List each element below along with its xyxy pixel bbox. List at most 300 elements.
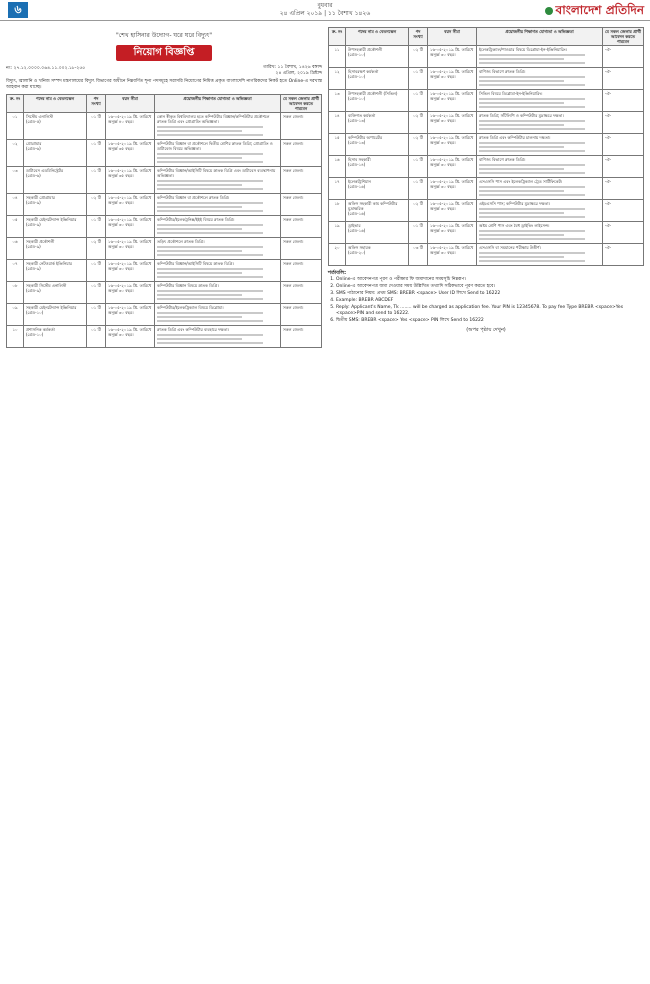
condition-item: 3. SMS পাঠানোর নিয়ম: প্রথম SMS: BREBR <space> User ID লিখে Send to 16222 [336, 291, 644, 297]
cell-post-count [409, 156, 428, 178]
cell-districts-text: সকল জেলা। [283, 261, 304, 266]
cell-post-count-text: ০১ টি [91, 261, 101, 266]
text-line [157, 312, 263, 314]
text-line [157, 161, 263, 163]
text-line [479, 146, 564, 148]
cell-serial [7, 140, 24, 167]
cell-qualification [477, 178, 603, 200]
cell-qualification-text: কোন স্বীকৃত বিশ্ববিদ্যালয় হতে কম্পিউটার বিজ্ঞান/কম্পিউটার প্রকৌশলে স্নাতক ডিগ্রি এবং প্রোগ্রামিং অভিজ্ঞতা। [157, 114, 270, 124]
cell-age-limit-text: ১৬-০৫-২০১৯ খ্রি. তারিখে অনূর্ধ্ব ৩০ বছর। [108, 327, 152, 337]
header-age: বয়স সীমা [106, 95, 155, 113]
cell-age-limit [106, 167, 155, 194]
cell-districts-text: সকল জেলা। [283, 239, 304, 244]
text-line [479, 186, 585, 188]
cell-districts-text: সকল জেলা। [283, 305, 304, 310]
text-line [479, 238, 585, 240]
cell-districts [281, 140, 322, 167]
cell-post-count [409, 222, 428, 244]
text-line [479, 212, 564, 214]
cell-qualification-text: স্নাতক ডিগ্রি এবং কম্পিউটার ব্যবহারে দক্ষতা। [157, 327, 229, 332]
cell-serial-text: ১৮ [334, 201, 340, 206]
cell-age-limit [106, 282, 155, 304]
text-line [157, 316, 242, 318]
text-line [157, 268, 263, 270]
table-row [7, 113, 322, 140]
cell-post-name [346, 134, 409, 156]
cell-post-name-text: সহকারী সিস্টেম এনালিস্ট [26, 283, 67, 288]
date-line: ২৪ এপ্রিল ২০১৯ | ১১ বৈশাখ ১৪২৬ [279, 10, 371, 17]
cell-grade: (গ্রেড-১০) [26, 332, 44, 337]
text-line [157, 276, 263, 278]
date-bengali: তারিখ: ১১ বৈশাখ, ১৪২৬ বঙ্গাব্দ [263, 65, 322, 70]
cell-post-count [409, 46, 428, 68]
text-line [157, 224, 263, 226]
cell-qualification-text: এইচএসসি পাস; কম্পিউটার মুদ্রাক্ষরে দক্ষতা। [479, 201, 550, 206]
cell-qualification [477, 112, 603, 134]
cell-qualification-text: কম্পিউটার বিজ্ঞান বিষয়ে স্নাতক ডিগ্রি। [157, 283, 219, 288]
cell-serial [7, 304, 24, 326]
condition-item: 4. Example: BREBR ABCDEF [336, 298, 644, 304]
cell-qualification-text: তড়িৎ প্রকৌশলে স্নাতক ডিগ্রি। [157, 239, 205, 244]
text-line [157, 184, 242, 186]
cell-age-limit-text: ১৬-০৫-২০১৯ খ্রি. তারিখে অনূর্ধ্ব ৩০ বছর। [430, 135, 474, 145]
cell-serial [7, 326, 24, 348]
cell-post-name [346, 178, 409, 200]
cell-grade: (গ্রেড-১০) [26, 310, 44, 315]
cell-age-limit-text: ১৬-০৫-২০১৯ খ্রি. তারিখে অনূর্ধ্ব ৪০ বছর। [108, 114, 152, 124]
text-line [157, 153, 263, 155]
cell-serial-text: ০৩ [12, 168, 18, 173]
cell-post-name [24, 113, 87, 140]
text-line [479, 216, 585, 218]
cell-serial-text: ১৫ [334, 135, 340, 140]
day: বুধবার [317, 2, 333, 9]
cell-post-name-text: উপসহকারী প্রকৌশলী [348, 47, 383, 52]
cell-districts [281, 304, 322, 326]
cell-age-limit-text: ১৬-০৫-২০১৯ খ্রি. তারিখে অনূর্ধ্ব ৩০ বছর। [430, 157, 474, 167]
text-line [157, 294, 242, 296]
conditions-section [328, 270, 644, 333]
cell-post-count [87, 113, 106, 140]
cell-qualification-text: কম্পিউটার বিজ্ঞান বা প্রকৌশলে স্নাতক ডিগ্রি। [157, 195, 230, 200]
cell-post-name [346, 90, 409, 112]
text-line [479, 102, 564, 104]
text-line [157, 206, 242, 208]
cell-post-count [87, 282, 106, 304]
cell-post-count [87, 140, 106, 167]
cell-post-count-text: ০১ টি [91, 327, 101, 332]
text-line [479, 98, 585, 100]
cell-qualification [155, 113, 281, 140]
cell-districts [603, 134, 644, 156]
masthead-text: বাংলাদেশ প্রতিদিন [555, 3, 644, 17]
header-name: পদের নাম ও বেতনস্কেল [24, 95, 87, 113]
cell-serial-text: ১১ [334, 47, 340, 52]
cell-post-count-text: ০১ টি [413, 179, 423, 184]
page-header [0, 0, 650, 21]
cell-post-name-text: হিসাবরক্ষণ কর্মকর্তা [348, 69, 379, 74]
cell-serial-text: ০৬ [12, 239, 18, 244]
cell-post-count-text: ০১ টি [413, 223, 423, 228]
text-line [479, 120, 585, 122]
cell-post-name-text: অফিস সহকারী কাম কম্পিউটার মুদ্রাক্ষরিক [348, 201, 398, 211]
cell-age-limit [428, 112, 477, 134]
text-line [479, 256, 564, 258]
cell-post-name-text: হিসাব সহকারী [348, 157, 371, 162]
cell-post-name [24, 260, 87, 282]
cell-age-limit-text: ১৬-০৫-২০১৯ খ্রি. তারিখে অনূর্ধ্ব ৩০ বছর। [108, 305, 152, 315]
cell-qualification [155, 326, 281, 348]
cell-age-limit [106, 238, 155, 260]
cell-districts-text: সকল জেলা। [283, 168, 304, 173]
cell-districts [603, 90, 644, 112]
header-dist: যে সকল জেলার প্রার্থী আবেদন করতে পারবেন [603, 28, 644, 46]
cell-serial [7, 194, 24, 216]
cell-districts [281, 113, 322, 140]
text-line [479, 168, 564, 170]
cell-serial [329, 156, 346, 178]
intro-paragraph: বিদ্যুৎ, জ্বালানি ও খনিজ সম্পদ মন্ত্রণালয়ের বিদ্যুৎ বিভাগের অধীনে নিম্নবর্ণিত শূন্য পদসমূহে সরাসরি নিয়োগের নিমিত্ত প্রকৃত বাংলাদেশি নাগরিকদের নিকট হতে Online-এ দরখাস্ত আহবান করা যাচ্ছে। [6, 79, 322, 90]
cell-age-limit-text: ১৬-০৫-২০১৯ খ্রি. তারিখে অনূর্ধ্ব ৩০ বছর। [108, 283, 152, 293]
cell-post-count-text: ০১ টি [91, 141, 101, 146]
text-line [157, 338, 242, 340]
condition-item: 1. Online-এ আবেদনপত্র পূরণ ও পরীক্ষার ফি জমাদানের সময়সূচি নিম্নরূপ। [336, 277, 644, 283]
cell-post-name-text: ব্যক্তিগত কর্মকর্তা [348, 113, 376, 118]
conditions-heading: শর্তাবলি: [328, 270, 347, 276]
cell-districts-text: সকল জেলা। [283, 141, 304, 146]
cell-grade: (গ্রেড-৬) [26, 173, 41, 178]
cell-districts-text: -ঐ- [605, 113, 612, 118]
cell-post-name-text: প্রোগ্রামার [26, 141, 42, 146]
cell-post-name [24, 326, 87, 348]
cell-age-limit-text: ১৬-০৫-২০১৯ খ্রি. তারিখে অনূর্ধ্ব ৩০ বছর। [430, 179, 474, 189]
cell-age-limit [428, 68, 477, 90]
table-row [7, 167, 322, 194]
cell-districts [603, 112, 644, 134]
cell-qualification-text: সিভিল বিষয়ে ডিপ্লোমা-ইন-ইঞ্জিনিয়ারিং। [479, 91, 543, 96]
date-english: ২৪ এপ্রিল, ২০১৯ খ্রিষ্টাব্দ [275, 71, 322, 76]
text-line [157, 188, 263, 190]
text-line [157, 130, 242, 132]
cell-age-limit-text: ১৬-০৫-২০১৯ খ্রি. তারিখে অনূর্ধ্ব ৩৫ বছর। [108, 168, 152, 178]
cell-qualification-text: অষ্টম শ্রেণি পাস এবং বৈধ ড্রাইভিং লাইসেন্স। [479, 223, 550, 228]
cell-age-limit-text: ১৬-০৫-২০১৯ খ্রি. তারিখে অনূর্ধ্ব ৩০ বছর। [430, 201, 474, 211]
cell-age-limit [106, 140, 155, 167]
cell-districts-text: সকল জেলা। [283, 114, 304, 119]
text-line [157, 232, 263, 234]
text-line [157, 157, 242, 159]
cell-qualification [477, 90, 603, 112]
cell-serial [7, 260, 24, 282]
cell-serial [329, 68, 346, 90]
cell-post-count-text: ০৩ টি [413, 245, 423, 250]
cell-serial [7, 282, 24, 304]
cell-post-count-text: ০২ টি [413, 135, 423, 140]
cell-age-limit [428, 156, 477, 178]
cell-age-limit [106, 326, 155, 348]
text-line [157, 134, 263, 136]
page-number: ৬ [8, 2, 28, 18]
text-line [157, 202, 263, 204]
cell-post-name-text: সহকারী প্রকৌশলী [26, 239, 55, 244]
cell-grade: (গ্রেড-১৩) [348, 118, 366, 123]
text-line [479, 62, 585, 64]
cell-districts [281, 238, 322, 260]
text-line [157, 272, 242, 274]
cell-qualification-text: কম্পিউটার বিজ্ঞান/আইসিটি বিষয়ে স্নাতক ডিগ্রি। [157, 261, 234, 266]
header-qual: প্রয়োজনীয় শিক্ষাগত যোগ্যতা ও অভিজ্ঞতা [155, 95, 281, 113]
cell-post-name [24, 194, 87, 216]
cell-serial-text: ০২ [12, 141, 18, 146]
cell-post-name-text: ড্রাইভার [348, 223, 361, 228]
condition-item: 2. Online-এ আবেদনপত্র জমা দেওয়ার সময় উল্লিখিত তথ্যাদি সঠিকভাবে পূরণ করতে হবে। [336, 284, 644, 290]
cell-post-count [87, 216, 106, 238]
cell-post-name [24, 304, 87, 326]
cell-serial-text: ১৩ [334, 91, 340, 96]
cell-grade: (গ্রেড-১০) [348, 52, 366, 57]
text-line [157, 320, 263, 322]
cell-age-limit [428, 46, 477, 68]
cell-districts-text: -ঐ- [605, 69, 612, 74]
cell-post-count [409, 112, 428, 134]
cell-grade: (গ্রেড-৬) [26, 146, 41, 151]
cell-age-limit-text: ১৬-০৫-২০১৯ খ্রি. তারিখে অনূর্ধ্ব ৩০ বছর। [430, 245, 474, 255]
cell-districts [281, 167, 322, 194]
table-row [329, 222, 644, 244]
cell-post-count-text: ০১ টি [413, 157, 423, 162]
table-row [329, 244, 644, 266]
cell-serial-text: ০৪ [12, 195, 18, 200]
cell-districts-text: -ঐ- [605, 223, 612, 228]
header-qual: প্রয়োজনীয় শিক্ষাগত যোগ্যতা ও অভিজ্ঞতা [477, 28, 603, 46]
cell-grade: (গ্রেড-৯) [26, 222, 41, 227]
header-age: বয়স সীমা [428, 28, 477, 46]
cell-districts-text: সকল জেলা। [283, 327, 304, 332]
cell-districts [603, 156, 644, 178]
cell-qualification-text: স্নাতক ডিগ্রি এবং কম্পিউটার চালনায় দক্ষতা। [479, 135, 551, 140]
cell-post-name [24, 140, 87, 167]
cell-qualification-text: ইলেকট্রিক্যাল/পাওয়ার বিষয়ে ডিপ্লোমা-ইন-ইঞ্জিনিয়ারিং। [479, 47, 568, 52]
cell-qualification [477, 68, 603, 90]
cell-post-name-text: ডাটাবেস এডমিনিস্ট্রেটর [26, 168, 64, 173]
table-row [7, 238, 322, 260]
cell-serial-text: ০৭ [12, 261, 18, 266]
cell-serial [329, 90, 346, 112]
table-header-row [329, 28, 644, 46]
header-name: পদের নাম ও বেতনস্কেল [346, 28, 409, 46]
text-line [479, 164, 585, 166]
text-line [479, 80, 564, 82]
cell-grade: (গ্রেড-৯) [26, 288, 41, 293]
cell-post-count-text: ০১ টি [91, 114, 101, 119]
cell-grade: (গ্রেড-৯) [26, 244, 41, 249]
cell-post-count-text: ০১ টি [413, 69, 423, 74]
cell-grade: (গ্রেড-১০) [348, 74, 366, 79]
text-line [157, 180, 263, 182]
cell-qualification [155, 216, 281, 238]
text-line [479, 128, 585, 130]
cell-post-name [24, 238, 87, 260]
posts-table-left [6, 94, 322, 348]
table-row [329, 156, 644, 178]
cell-districts [281, 282, 322, 304]
cell-post-name-text: ইলেকট্রিশিয়ান [348, 179, 371, 184]
cell-age-limit [106, 304, 155, 326]
header-no: পদ সংখ্যা [409, 28, 428, 46]
header-sl: ক্র. নং [329, 28, 346, 46]
cell-qualification [477, 200, 603, 222]
cell-qualification [477, 46, 603, 68]
cell-serial-text: ১২ [334, 69, 340, 74]
cell-serial-text: ১০ [12, 327, 18, 332]
text-line [479, 58, 564, 60]
cell-districts [281, 194, 322, 216]
table-row [329, 178, 644, 200]
cell-age-limit [428, 178, 477, 200]
table-row [7, 194, 322, 216]
cell-serial [7, 113, 24, 140]
cell-districts-text: -ঐ- [605, 91, 612, 96]
cell-serial-text: ০৯ [12, 305, 18, 310]
text-line [479, 172, 585, 174]
cell-post-count-text: ০১ টি [91, 217, 101, 222]
cell-grade: (গ্রেড-৯) [26, 266, 41, 271]
cell-post-count-text: ০২ টি [413, 201, 423, 206]
cell-grade: (গ্রেড-৯) [26, 200, 41, 205]
cell-districts [281, 326, 322, 348]
cell-serial-text: ১৯ [334, 223, 340, 228]
header-dist: যে সকল জেলার প্রার্থী আবেদন করতে পারবেন [281, 95, 322, 113]
cell-age-limit-text: ১৬-০৫-২০১৯ খ্রি. তারিখে অনূর্ধ্ব ৩০ বছর। [430, 113, 474, 123]
cell-post-name [346, 112, 409, 134]
cell-districts-text: সকল জেলা। [283, 217, 304, 222]
text-line [479, 54, 585, 56]
cell-qualification [155, 282, 281, 304]
notice-title: নিয়োগ বিজ্ঞপ্তি [116, 45, 212, 61]
cell-districts-text: -ঐ- [605, 135, 612, 140]
cell-grade: (গ্রেড-১৩) [348, 140, 366, 145]
cell-districts [603, 46, 644, 68]
cell-serial [329, 112, 346, 134]
conditions-list [328, 277, 644, 324]
cell-serial [329, 134, 346, 156]
cell-districts-text: সকল জেলা। [283, 195, 304, 200]
cell-age-limit [428, 222, 477, 244]
text-line [479, 106, 585, 108]
cell-serial-text: ১৬ [334, 157, 340, 162]
cell-districts [603, 222, 644, 244]
cell-age-limit-text: ১৬-০৫-২০১৯ খ্রি. তারিখে অনূর্ধ্ব ৩০ বছর। [430, 91, 474, 101]
text-line [479, 76, 585, 78]
cell-districts-text: -ঐ- [605, 47, 612, 52]
cell-post-count [409, 200, 428, 222]
date-block [250, 2, 400, 18]
cell-post-name [346, 200, 409, 222]
table-row [329, 90, 644, 112]
cell-post-name-text: সহকারী প্রোগ্রামার [26, 195, 55, 200]
text-line [157, 290, 263, 292]
text-line [479, 252, 585, 254]
cell-districts [603, 200, 644, 222]
cell-post-count [409, 68, 428, 90]
cell-serial [329, 200, 346, 222]
cell-post-count [409, 90, 428, 112]
cell-post-count [409, 244, 428, 266]
cell-age-limit [106, 260, 155, 282]
cell-post-name [346, 156, 409, 178]
posts-table-right [328, 27, 644, 266]
cell-post-count-text: ০২ টি [413, 113, 423, 118]
cell-qualification [155, 260, 281, 282]
cell-districts-text: -ঐ- [605, 201, 612, 206]
text-line [157, 254, 263, 256]
cell-age-limit-text: ১৬-০৫-২০১৯ খ্রি. তারিখে অনূর্ধ্ব ৩০ বছর। [430, 69, 474, 79]
table-row [7, 326, 322, 348]
cell-age-limit-text: ১৬-০৫-২০১৯ খ্রি. তারিখে অনূর্ধ্ব ৩০ বছর। [108, 217, 152, 227]
cell-post-name [24, 216, 87, 238]
cell-grade: (গ্রেড-১৬) [348, 211, 366, 216]
cell-qualification-text: এসএসসি বা সমমানের পরীক্ষায় উত্তীর্ণ। [479, 245, 541, 250]
cell-serial [329, 46, 346, 68]
newspaper-logo [488, 2, 644, 18]
text-line [479, 150, 585, 152]
cell-post-name [346, 68, 409, 90]
table-row [329, 134, 644, 156]
text-line [479, 84, 585, 86]
cell-post-count [87, 238, 106, 260]
cell-qualification-text: বাণিজ্য বিভাগে স্নাতক ডিগ্রি। [479, 157, 526, 162]
header-sl: ক্র. নং [7, 95, 24, 113]
slogan: "শেখ হাসিনার উদ্যোগ- ঘরে ঘরে বিদ্যুৎ" [116, 32, 212, 39]
cell-districts [281, 260, 322, 282]
cell-serial-text: ১৭ [334, 179, 340, 184]
cell-post-name [24, 282, 87, 304]
cell-grade: (গ্রেড-১৬) [348, 228, 366, 233]
memo-row [6, 65, 322, 77]
cell-serial [7, 216, 24, 238]
cell-post-name-text: সহকারী মেইনটেন্যান্স ইঞ্জিনিয়ার [26, 305, 77, 310]
cell-districts [281, 216, 322, 238]
cell-qualification [155, 304, 281, 326]
cell-serial [329, 178, 346, 200]
text-line [479, 260, 585, 262]
cell-post-name [346, 222, 409, 244]
cell-age-limit [106, 194, 155, 216]
cell-grade: (গ্রেড-২০) [348, 250, 366, 255]
table-row [329, 46, 644, 68]
text-line [479, 234, 564, 236]
cell-post-name [346, 244, 409, 266]
cell-qualification [155, 140, 281, 167]
cell-qualification [155, 194, 281, 216]
cell-post-name-text: সহকারী মেইনটেন্যান্স ইঞ্জিনিয়ার [26, 217, 77, 222]
cell-qualification [477, 134, 603, 156]
text-line [479, 230, 585, 232]
cell-post-name-text: প্রশাসনিক কর্মকর্তা [26, 327, 55, 332]
cell-age-limit [428, 90, 477, 112]
cell-age-limit [428, 134, 477, 156]
cell-districts [603, 178, 644, 200]
cell-age-limit-text: ১৬-০৫-২০১৯ খ্রি. তারিখে অনূর্ধ্ব ৩০ বছর। [108, 195, 152, 205]
cell-age-limit-text: ১৬-০৫-২০১৯ খ্রি. তারিখে অনূর্ধ্ব ৩৫ বছর। [108, 141, 152, 151]
cell-post-count-text: ০১ টি [91, 283, 101, 288]
cell-age-limit-text: ১৬-০৫-২০১৯ খ্রি. তারিখে অনূর্ধ্ব ৩০ বছর। [430, 47, 474, 57]
table-row [7, 216, 322, 238]
cell-districts-text: -ঐ- [605, 157, 612, 162]
cell-grade: (গ্রেড-১৬) [348, 184, 366, 189]
cell-post-name-text: সিস্টেম এনালিস্ট [26, 114, 53, 119]
cell-serial-text: ২০ [334, 245, 340, 250]
